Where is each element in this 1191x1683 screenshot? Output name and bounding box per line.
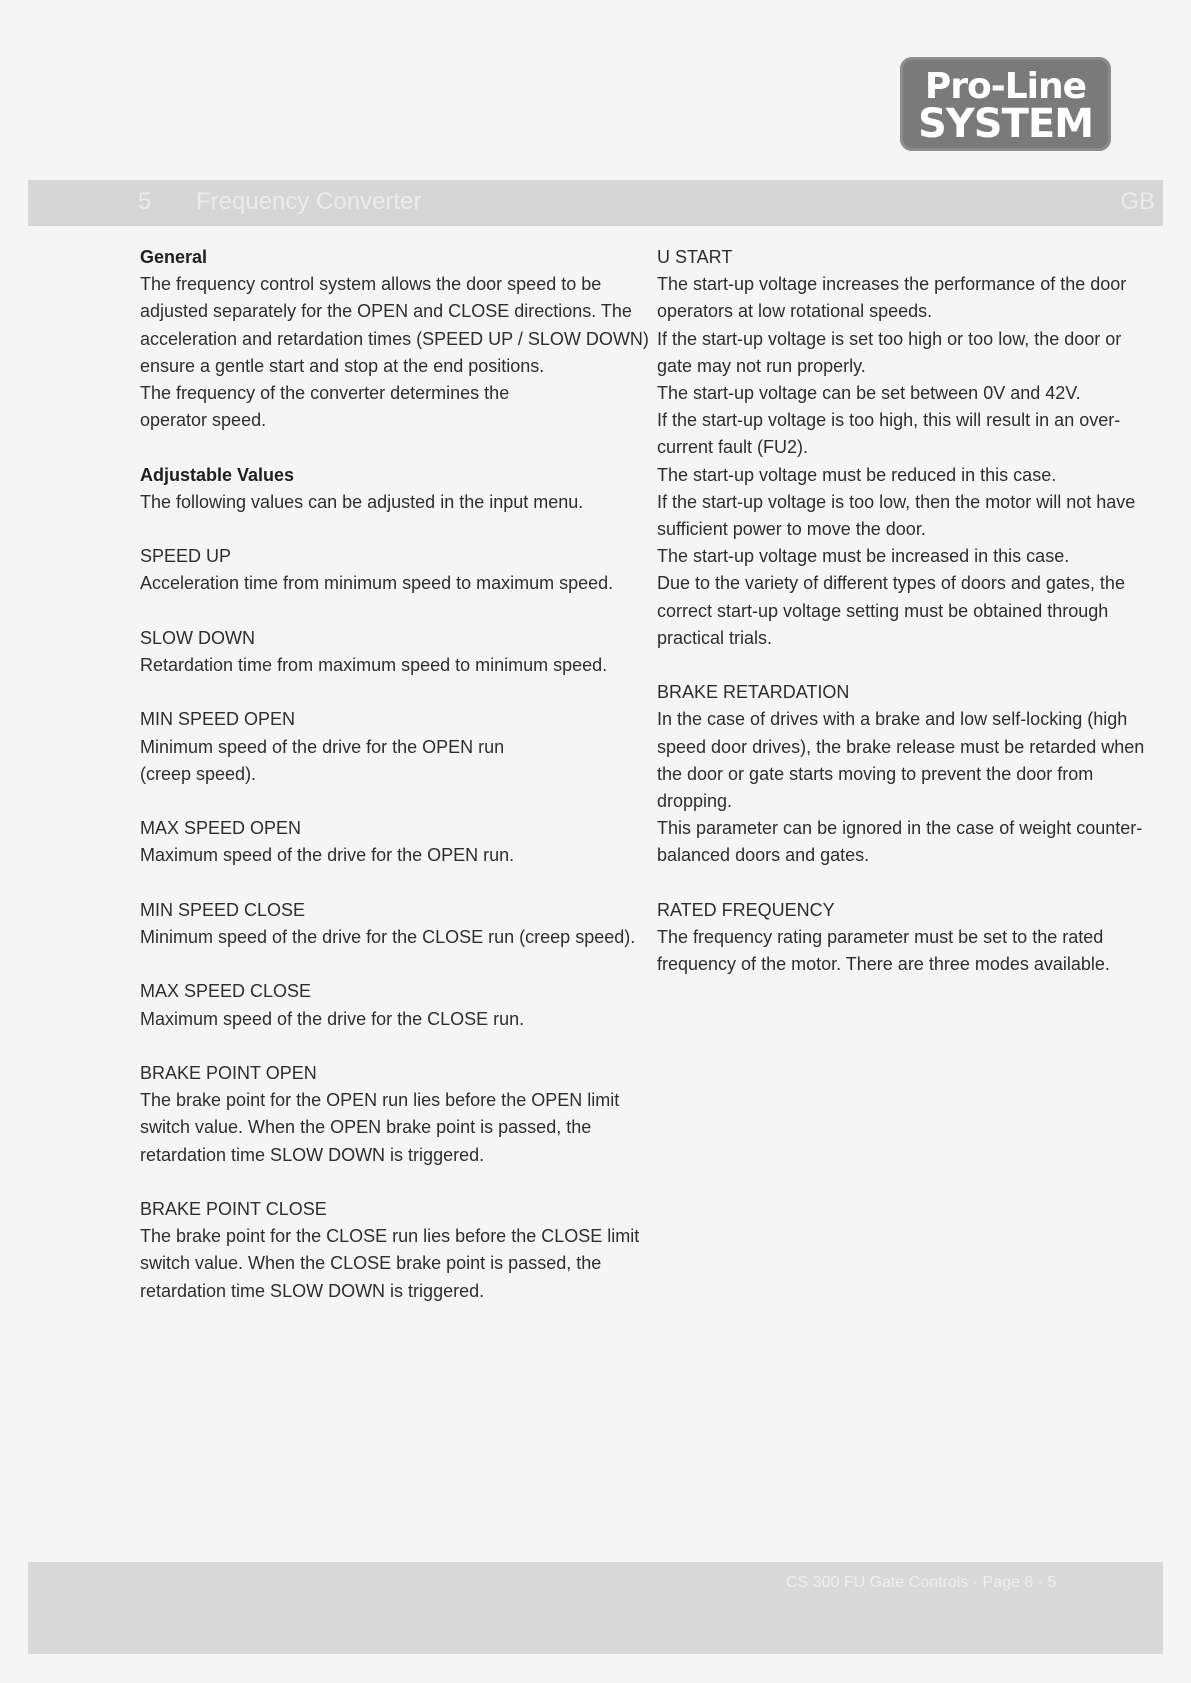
text-line: The brake point for the CLOSE run lies before the CLOSE limit bbox=[140, 1226, 640, 1247]
section-min-speed-close bbox=[140, 897, 636, 951]
text-line: sufficient power to move the door. bbox=[657, 519, 926, 540]
section-brake-point-open bbox=[140, 1060, 620, 1169]
text-line: dropping. bbox=[657, 791, 733, 812]
text-line: The frequency rating parameter must be set to the rated bbox=[657, 927, 1104, 948]
section-header-band bbox=[28, 180, 1163, 226]
section-heading: BRAKE RETARDATION bbox=[657, 682, 850, 703]
text-line: The frequency control system allows the door speed to be bbox=[140, 274, 602, 295]
text-line: operators at low rotational speeds. bbox=[657, 301, 933, 322]
section-heading: Adjustable Values bbox=[140, 464, 295, 485]
text-line: This parameter can be ignored in the case of weight counter- bbox=[657, 818, 1143, 839]
text-line: practical trials. bbox=[657, 627, 773, 648]
section-heading: MIN SPEED CLOSE bbox=[140, 899, 306, 920]
left-text-column bbox=[140, 244, 649, 1332]
section-slow-down bbox=[140, 625, 610, 679]
text-line: Maximum speed of the drive for the CLOSE run. bbox=[140, 1008, 525, 1029]
section-brake-retardation bbox=[657, 679, 1145, 869]
text-line: Maximum speed of the drive for the OPEN run. bbox=[140, 845, 515, 866]
text-line: The following values can be adjusted in the input menu. bbox=[140, 491, 584, 512]
pro-line-system-logo bbox=[900, 57, 1111, 151]
text-line: gate may not run properly. bbox=[657, 355, 866, 376]
section-heading: MAX SPEED OPEN bbox=[140, 818, 302, 839]
text-line: If the start-up voltage is set too high or too low, the door or bbox=[657, 328, 1122, 349]
section-min-speed-open bbox=[140, 706, 610, 788]
section-heading: RATED FREQUENCY bbox=[657, 899, 835, 920]
section-heading: BRAKE POINT CLOSE bbox=[140, 1198, 327, 1219]
text-line: speed door drives), the brake release must be retarded when bbox=[657, 736, 1145, 757]
text-line: The start-up voltage increases the performance of the door bbox=[657, 274, 1127, 295]
text-line: adjusted separately for the OPEN and CLOSE directions. The bbox=[140, 301, 632, 322]
section-adjustable-values bbox=[140, 462, 610, 516]
section-max-speed-close bbox=[140, 978, 610, 1032]
text-line: ensure a gentle start and stop at the end positions. bbox=[140, 355, 545, 376]
section-brake-point-close bbox=[140, 1196, 640, 1305]
text-line: switch value. When the CLOSE brake point is passed, the bbox=[140, 1253, 602, 1274]
text-line: Due to the variety of different types of doors and gates, the bbox=[657, 573, 1125, 594]
text-line: (creep speed). bbox=[140, 763, 257, 784]
text-line: The frequency of the converter determines the bbox=[140, 383, 510, 404]
text-line: Retardation time from maximum speed to minimum speed. bbox=[140, 655, 608, 675]
section-heading: BRAKE POINT OPEN bbox=[140, 1062, 317, 1083]
text-line: switch value. When the OPEN brake point is passed, the bbox=[140, 1117, 592, 1138]
section-u-start bbox=[657, 244, 1136, 652]
section-heading: SPEED UP bbox=[140, 546, 232, 567]
section-title: Frequency Converter bbox=[196, 188, 422, 215]
footer-band bbox=[28, 1562, 1163, 1654]
text-line: The start-up voltage must be reduced in this case. bbox=[657, 464, 1057, 485]
section-number: 5 bbox=[138, 188, 152, 215]
text-line: Minimum speed of the drive for the CLOSE run (creep speed). bbox=[140, 926, 636, 947]
section-speed-up bbox=[140, 543, 614, 597]
text-line: acceleration and retardation times (SPEED UP / SLOW DOWN) bbox=[140, 328, 649, 349]
text-line: The start-up voltage must be increased in this case. bbox=[657, 546, 1070, 567]
text-line: If the start-up voltage is too low, then the motor will not have bbox=[657, 491, 1136, 512]
text-line: frequency of the motor. There are three modes available. bbox=[657, 954, 1110, 975]
section-max-speed-open bbox=[140, 815, 610, 869]
text-line: retardation time SLOW DOWN is triggered. bbox=[140, 1280, 485, 1301]
text-line: retardation time SLOW DOWN is triggered. bbox=[140, 1144, 485, 1165]
section-rated-frequency bbox=[657, 897, 1127, 979]
text-line: operator speed. bbox=[140, 410, 267, 431]
logo-line-1: Pro-Line bbox=[924, 66, 1087, 107]
section-heading: U START bbox=[657, 247, 733, 267]
section-heading: MIN SPEED OPEN bbox=[140, 709, 296, 730]
logo-line-2: SYSTEM bbox=[918, 101, 1093, 147]
text-line: Acceleration time from minimum speed to maximum speed. bbox=[140, 573, 614, 594]
language-code: GB bbox=[1120, 188, 1155, 215]
section-general bbox=[140, 244, 649, 434]
text-line: The brake point for the OPEN run lies before the OPEN limit bbox=[140, 1090, 620, 1111]
text-line: The start-up voltage can be set between 0V and 42V. bbox=[657, 383, 1081, 404]
footer-text: CS 300 FU Gate Controls · Page 8 · 5 bbox=[786, 1574, 1057, 1591]
section-heading: MAX SPEED CLOSE bbox=[140, 981, 312, 1002]
section-heading: General bbox=[140, 247, 208, 267]
text-line: If the start-up voltage is too high, this will result in an over- bbox=[657, 410, 1121, 431]
section-heading: SLOW DOWN bbox=[140, 627, 255, 648]
right-text-column bbox=[657, 244, 1145, 1006]
text-line: the door or gate starts moving to prevent the door from bbox=[657, 763, 1094, 784]
text-line: balanced doors and gates. bbox=[657, 845, 870, 866]
text-line: correct start-up voltage setting must be obtained through bbox=[657, 600, 1109, 621]
text-line: Minimum speed of the drive for the OPEN run bbox=[140, 736, 505, 757]
text-line: current fault (FU2). bbox=[657, 437, 809, 458]
text-line: In the case of drives with a brake and low self-locking (high bbox=[657, 709, 1128, 730]
